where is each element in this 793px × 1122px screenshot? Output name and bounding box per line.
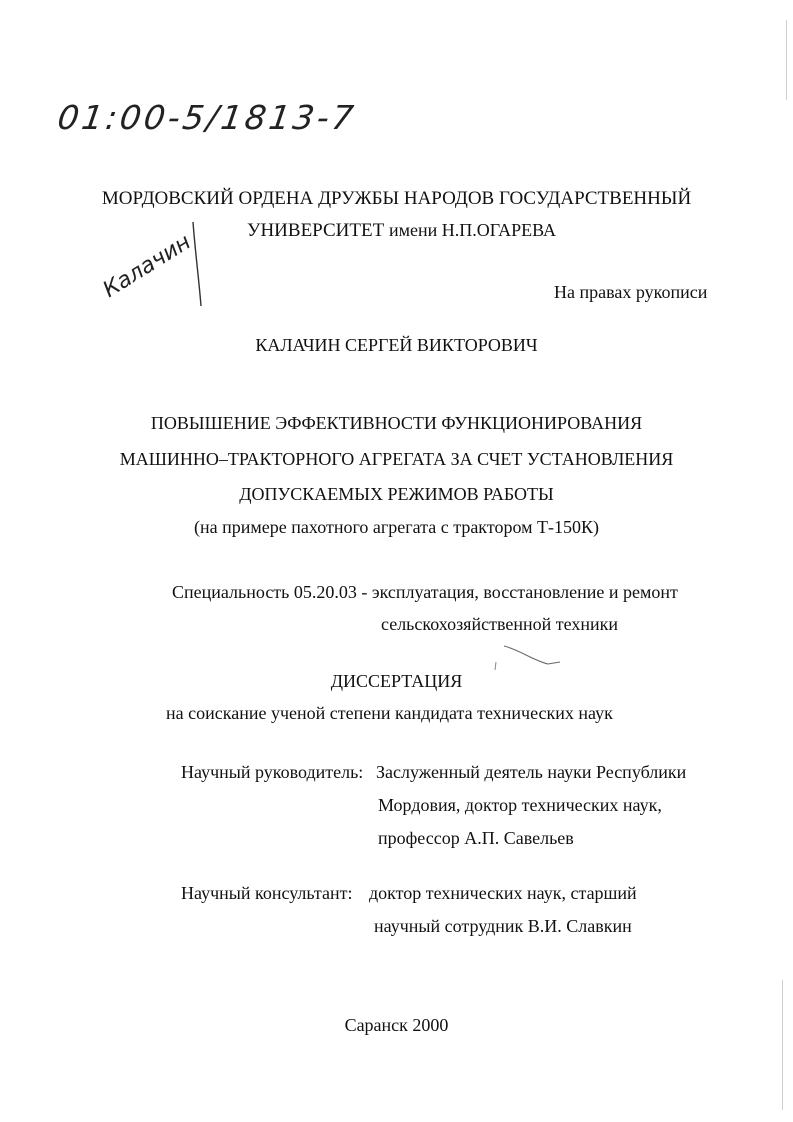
- consultant-line-2: научный сотрудник В.И. Славкин: [374, 916, 632, 936]
- supervisor-line-3: профессор А.П. Савельев: [378, 828, 574, 848]
- title-line-1: ПОВЫШЕНИЕ ЭФФЕКТИВНОСТИ ФУНКЦИОНИРОВАНИЯ: [150, 413, 643, 433]
- signature: Калачин: [98, 229, 196, 303]
- manuscript-rights: На правах рукописи: [554, 282, 708, 302]
- consultant-line-1: доктор технических наук, старший: [369, 883, 637, 903]
- scan-edge-line: [786, 20, 787, 100]
- supervisor-line-1: Заслуженный деятель науки Республики: [376, 762, 687, 782]
- signature-stroke: [185, 220, 215, 310]
- scan-edge-line: [782, 980, 783, 1110]
- degree-purpose: на соискание ученой степени кандидата технических наук: [166, 703, 613, 723]
- supervisor-label: Научный руководитель:: [181, 762, 364, 782]
- title-line-3: ДОПУСКАЕМЫХ РЕЖИМОВ РАБОТЫ: [239, 484, 554, 504]
- university-word: УНИВЕРСИТЕТ: [247, 220, 385, 241]
- place-and-year: Саранск 2000: [344, 1015, 449, 1035]
- title-line-2: МАШИННО–ТРАКТОРНОГО АГРЕГАТА ЗА СЧЕТ УСТАНОВЛЕНИЯ: [119, 449, 674, 469]
- specialty-line-1: Специальность 05.20.03 - эксплуатация, восстановление и ремонт: [172, 582, 678, 602]
- supervisor-line-2: Мордовия, доктор технических наук,: [378, 795, 662, 815]
- title-subtitle: (на примере пахотного агрегата с трактором Т-150К): [194, 517, 599, 537]
- university-line-2: [247, 219, 556, 242]
- handwritten-stamp-number: 01:00-5/1813-7: [55, 98, 359, 137]
- dissertation-heading: ДИССЕРТАЦИЯ: [330, 671, 463, 691]
- author-name: КАЛАЧИН СЕРГЕЙ ВИКТОРОВИЧ: [255, 335, 538, 355]
- university-line-1: МОРДОВСКИЙ ОРДЕНА ДРУЖБЫ НАРОДОВ ГОСУДАРСТВЕННЫЙ: [101, 188, 692, 209]
- consultant-label: Научный консультант:: [181, 883, 353, 903]
- specialty-line-2: сельскохозяйственной техники: [381, 614, 618, 634]
- university-name: имени Н.П.ОГАРЕВА: [388, 220, 557, 240]
